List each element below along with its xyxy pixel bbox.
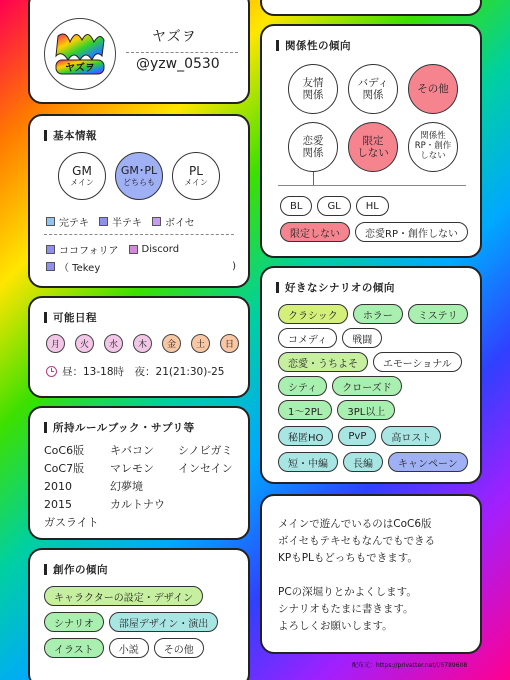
scenario-tag: クラシック (278, 304, 348, 324)
logo-text: ヤズヲ (65, 63, 95, 74)
relation-tag: BL (280, 196, 312, 216)
schedule-card (28, 296, 250, 398)
scenario-card (260, 266, 482, 484)
creation-card (28, 548, 250, 680)
scenario-tag: PvP (338, 426, 376, 446)
section-title: 関係性の傾向 (276, 38, 351, 53)
note-line: よろしくお願いします。 (278, 620, 393, 632)
scenario-tag: 1〜2PL (278, 400, 332, 420)
rulebook-col-2 (110, 442, 165, 514)
rulebook-item: 2010 (44, 480, 72, 493)
role-pl-main: PL メイン (172, 152, 220, 200)
relation-tag: GL (317, 196, 350, 216)
rulebook-item: マレモン (110, 462, 154, 475)
day-mon: 月 (46, 334, 65, 353)
relation-no-limit: 限定 しない (348, 122, 398, 172)
scenario-tag: 秘匿HO (278, 426, 333, 446)
role-gm-pl-both: GM･PL どちらも (115, 152, 163, 200)
scenario-tag: 3PL以上 (337, 400, 395, 420)
scenario-tag: ミステリ (408, 304, 468, 324)
creation-tag: キャラクターの設定・デザイン (44, 586, 203, 606)
scenario-tag: 恋愛・うちよそ (278, 352, 368, 372)
scenario-tag: シティ (278, 376, 327, 396)
day-thu: 木 (133, 334, 152, 353)
creation-tag: その他 (154, 638, 204, 658)
relation-tag: 恋愛RP・創作しない (355, 222, 468, 242)
legend-text-style: 完テキ 半テキ ボイセ (46, 214, 195, 229)
rulebook-item: カルトナウ (110, 498, 165, 511)
relationship-card (260, 24, 482, 258)
day-sun: 日 (220, 334, 239, 353)
note-card (260, 494, 482, 654)
day-list (46, 334, 239, 353)
scenario-tag: エモーショナル (373, 352, 462, 372)
connector-line (313, 172, 314, 185)
rulebook-item: ガスライト (44, 516, 99, 529)
role-gm-main: GM メイン (58, 152, 106, 200)
rulebook-item: シノビガミ (178, 444, 233, 457)
note-line: ボイセもテキセもなんでもできる (278, 535, 436, 547)
section-title: 創作の傾向 (44, 562, 108, 577)
logo-icon (48, 22, 112, 86)
note-line: KPもPLもどっちもできます。 (278, 552, 418, 564)
rulebook-item: 2015 (44, 498, 72, 511)
scenario-tag: 戦闘 (342, 328, 382, 348)
relation-tag: HL (356, 196, 389, 216)
scenario-tag: クローズド (332, 376, 402, 396)
scenario-tag: 短・中編 (278, 452, 338, 472)
scenario-tag: 長編 (343, 452, 383, 472)
rulebook-item: CoC7版 (44, 462, 85, 475)
section-title: 基本情報 (44, 128, 97, 143)
section-title: 所持ルールブック・サプリ等 (44, 420, 195, 435)
top-right-card (260, 0, 482, 16)
relation-other: その他 (408, 64, 458, 114)
note-line: シナリオもたまに書きます。 (278, 603, 414, 615)
day-sat: 土 (191, 334, 210, 353)
rulebook-item: インセイン (178, 462, 233, 475)
relation-no-rp: 関係性 RP・創作 しない (408, 122, 458, 172)
note-text (278, 516, 435, 635)
day-tue: 火 (75, 334, 94, 353)
section-title: 好きなシナリオの傾向 (276, 280, 395, 295)
schedule-time: 昼：13-18時 夜：21(21:30)-25 (62, 366, 225, 378)
scenario-tag: キャンペーン (388, 452, 468, 472)
rulebook-col-1 (44, 442, 99, 532)
legend-tools: ココフォリア Discord (46, 242, 179, 257)
relation-buddy: バディ 関係 (348, 64, 398, 114)
scenario-tag: ホラー (353, 304, 403, 324)
profile-handle: @yzw_0530 (136, 56, 220, 72)
avatar (44, 18, 116, 90)
rulebook-item: CoC6版 (44, 444, 85, 457)
section-title: 可能日程 (44, 310, 97, 325)
relation-romance: 恋愛 関係 (288, 122, 338, 172)
creation-tag: 小説 (109, 638, 149, 658)
rulebook-card (28, 406, 250, 540)
day-fri: 金 (162, 334, 181, 353)
profile-card (28, 0, 250, 104)
legend-tekey: （ Tekey ) (46, 259, 236, 274)
profile-name: ヤズヲ (152, 29, 197, 45)
basic-info-card (28, 114, 250, 288)
note-line (278, 567, 435, 584)
clock-icon (46, 366, 57, 377)
creation-tag: イラスト (44, 638, 104, 658)
rulebook-item: 幻夢境 (110, 480, 143, 493)
rulebook-col-3 (178, 442, 233, 478)
footer-credit: 配布元：https://privatter.net/i/6789608 (352, 662, 468, 669)
relation-tag: 限定しない (280, 222, 350, 242)
note-line: PCの深堀りとかよくします。 (278, 586, 417, 598)
relation-friendship: 友情 関係 (288, 64, 338, 114)
rulebook-item: キバコン (110, 444, 154, 457)
creation-tag: シナリオ (44, 612, 104, 632)
scenario-tag: 高ロスト (381, 426, 441, 446)
day-wed: 水 (104, 334, 123, 353)
creation-tag: 部屋デザイン・演出 (109, 612, 218, 632)
scenario-tag: コメディ (278, 328, 337, 348)
note-line: メインで遊んでいるのはCoC6版 (278, 518, 432, 530)
